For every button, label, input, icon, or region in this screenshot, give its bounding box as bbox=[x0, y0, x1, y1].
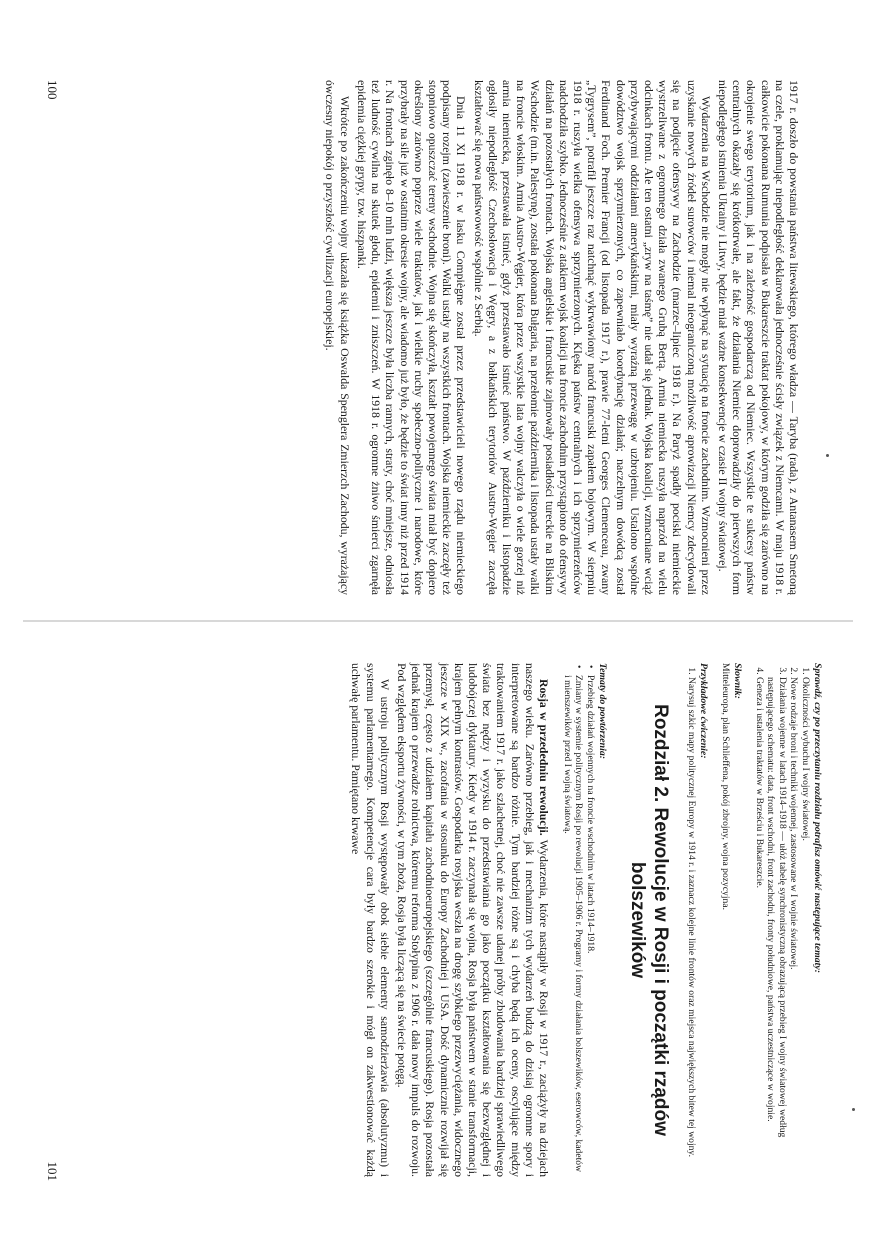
exercises bbox=[686, 663, 710, 1177]
list-item: • Zmiany w systemie politycznym Rosji po rewolucji 1905–1906 r. Programy i formy działania bolszewików, eserowców, kadetów i mienszewików przed I wojną światową. bbox=[561, 675, 584, 1177]
review-prompts bbox=[753, 663, 823, 1177]
list-item: 4. Geneza i ustalenia traktatów w Brześciu i Bukareszcie. bbox=[753, 677, 765, 1177]
review-topics-list bbox=[561, 663, 596, 1177]
exercises-heading: Przykładowe ćwiczenie: bbox=[698, 663, 710, 759]
section-text: Wydarzenia, które nastąpiły w Rosji w 1917 r., zaciążyły na dziejach naszego wieku. Zarówno przebieg, jak i mechanizm tych wydarzeń budzą do dzisiaj ogromne spory i interpretowane są bardzo różnie. Tym bardziej różne są i chyba będą ich oceny, oscylujące między traktowaniem 1917 r. jako szlachetnej, choć nie zawsze udanej próby zbudowania bardziej sprawiedliwego świata bez nędzy i wyzysku do przedstawiania go jako początku kształtowania się bezwzględnej i ludobójczej dyktatury. Kiedy w 1914 r. zaczynała się wojna, Rosja była państwem w stanie transformacji, krajem pełnym kontrastów. Gospodarka rosyjska weszła na drogę szybkiego przezwyciężania, widocznego jeszcze w XIX w., zacofania w stosunku do Europy Zachodniej i USA. Dość dynamicznie rozwijał się przemysł, często z udziałem kapitału zachodnioeuropejskiego (szczególnie francuskiego). Rosja pozostała jednak krajem o przewadze rolnictwa, któremu reforma Stołypina z 1906 r. dała nowy impuls do rozwoju. Pod względem eksportu żywności, w tym zboża, Rosja była liczącą się na świecie potęgą. bbox=[395, 663, 552, 1177]
exercises-list bbox=[686, 663, 698, 1177]
glossary bbox=[719, 663, 743, 1177]
section-paragraph: W ustroju politycznym Rosji występowały obok siebie elementy samodzierżawia (absolutyzmu) i systemu parlamentarnego. Kompetencje cara były bardzo szerokie i mógł on zakwestionować każdą uchwałę parlamentu. Pamiętano krwawe bbox=[349, 663, 392, 1177]
page-number: 100 bbox=[45, 80, 60, 100]
list-item: • Przebieg działań wojennych na froncie wschodnim w latach 1914–1918. bbox=[584, 675, 596, 1177]
paragraph: Wkrótce po zakończeniu wojny ukazała się książka Oswalda Spenglera Zmierzch Zachodu, wyrażający ówczesny niepokój o przyszłość cywilizacji europejskiej. bbox=[323, 80, 352, 595]
page-number: 101 bbox=[45, 1161, 60, 1181]
glossary-heading: Słownik: bbox=[732, 663, 744, 699]
glossary-text: Mitteleuropa, plan Schlieffena, pokój zbrojny, wojna pozycyjna. bbox=[720, 663, 732, 910]
review-prompts-heading: Sprawdź, czy po przeczytaniu rozdziału potrafisz omówić następujące tematy: bbox=[812, 663, 823, 973]
list-item: 3. Działania wojenne w latach 1914–1918 — ułóż tabelę synchronistyczną obrazującą przebieg I wojny światowej według następującego schematu: data, front wschodni, front zachodni, fronty południowe, państwa uczestniczące w wojnie. bbox=[765, 677, 788, 1177]
review-topics-heading: Tematy do powtórzenia: bbox=[596, 663, 608, 759]
paragraph: Dnia 11 XI 1918 r. w lasku Compiègne został przez przedstawicieli nowego rządu niemieckiego podpisany rozejm (zawieszenie broni). Walki ustały na wszystkich frontach. Wojska niemieckie zaczęły też stopniowo opuszczać tereny wschodnie. Wojna się skończyła, kształt powojennego świata miał być dopiero określony zarówno poprzez wiele traktatów, jak i wielkie ruchy społeczno-polityczne i narodowe, które przybrały na sile już w ostatnim okresie wojny, ale wiadomo już było, że będzie to świat inny niż przed 1914 r. Na frontach zginęło 8–10 mln ludzi, większa jeszcze była liczba rannych, straty, choć mniejsze, odniosła też ludność cywilna na skutek głodu, epidemii i zniszczeń. W 1918 r. ogromne żniwo śmierci zgarnęła epidemia ciężkiej grypy, tzw. hiszpanki. bbox=[354, 80, 469, 595]
scan-artifact bbox=[852, 1108, 855, 1111]
list-item: 1. Narysuj szkic mapy politycznej Europy w 1914 r. i zaznacz kolejne linie frontów oraz miejsca największych bitew tej wojny. bbox=[686, 677, 698, 1177]
right-page bbox=[0, 623, 893, 1247]
paragraph: 1917 r. doszło do powstania państwa litewskiego, którego władza — Taryba (rada), z Antanasem Smetoną na czele, proklamując niepodległość deklarowała jednocześnie ścisły związek z Niemcami. W maju 1918 r. całkowicie pokonana Rumunia podpisała w Bukareszcie traktat pokojowy, w którym godziła się zarówno na okrojenie swego terytorium, jak i na zależność gospodarczą od Niemiec. Wszystkie te sukcesy państw centralnych okazały się krótkotrwałe, ale fakt, że działania Niemiec doprowadziły do pierwszych form niepodległego istnienia Ukrainy i Litwy, będzie miał ważne konsekwencje w czasie II wojny światowej. bbox=[715, 80, 801, 595]
left-page bbox=[0, 0, 893, 623]
section-lead: Rosja w przededniu rewolucji. bbox=[537, 679, 552, 836]
list-item: 1. Okoliczności wybuchu I wojny światowej. bbox=[799, 677, 811, 1177]
chapter-title: Rozdział 2. Rewolucje w Rosji i początki rządów bolszewików bbox=[626, 704, 671, 1136]
section-paragraph bbox=[395, 663, 551, 1177]
review-topics bbox=[561, 663, 608, 1177]
review-prompts-list bbox=[753, 663, 811, 1177]
list-item: 2. Nowe rodzaje broni i techniki wojennej, zastosowane w I wojnie światowej. bbox=[788, 677, 800, 1177]
scan-artifact bbox=[826, 454, 829, 457]
paragraph: Wydarzenia na Wschodzie nie mogły nie wpłynąć na sytuację na froncie zachodnim. Wzmocnieni przez uzyskanie nowych źródeł surowców i niemal nieograniczoną możliwość aprowizacji Niemcy zdecydowali się na podjęcie ofensywy na Zachodzie (marzec–lipiec 1918 r.). Na Paryż spadły pociski niemieckie wystrzeliwane z ogromnego działa zwanego Grubą Bertą. Armia niemiecka ruszyła naprzód na wielu odcinkach frontu. Ale ten ostatni „zryw na taśmę” nie udał się jednak. Wojska koalicji, wzmacniane wciąż przybywającymi oddziałami amerykańskimi, miały wyraźną przewagę w uzbrojeniu. Ustalono wspólne dowództwo wojsk sprzymierzonych, co zapewniało koordynację działań; naczelnym dowódcą został Ferdinand Foch. Premier Francji (od listopada 1917 r.), prawie 77-letni Georges Clemenceau, zwany „Tygrysem”, potrafił jeszcze raz natchnąć wykrwawiony naród francuski zapałem bojowym. W sierpniu 1918 r. ruszyła wielka ofensywa sprzymierzonych. Klęska państw centralnych i ich sprzymierzeńców nadchodziła szybko. Jednocześnie z atakiem wojsk koalicji na froncie zachodnim przystąpiono do ofensywy działań na pozostałych frontach. Wojska angielskie i francuskie zajmowały posiadłości tureckie na Bliskim Wschodzie (m.in. Palestynę), została pokonana Bułgaria, na przełomie października i listopada ustały walki na froncie włoskim. Armia Austro-Węgier, która przez wszystkie lata wojny walczyła o wiele gorzej niż armia niemiecka, przestawała istnieć, gdyż przestawało istnieć państwo. W październiku i listopadzie ogłosiły niepodległość Czechosłowacja i Węgry, a z bałkańskich terytoriów Austro-Węgier zaczęła kształtować się nowa państwowość wspólnie z Serbią. bbox=[471, 80, 713, 595]
